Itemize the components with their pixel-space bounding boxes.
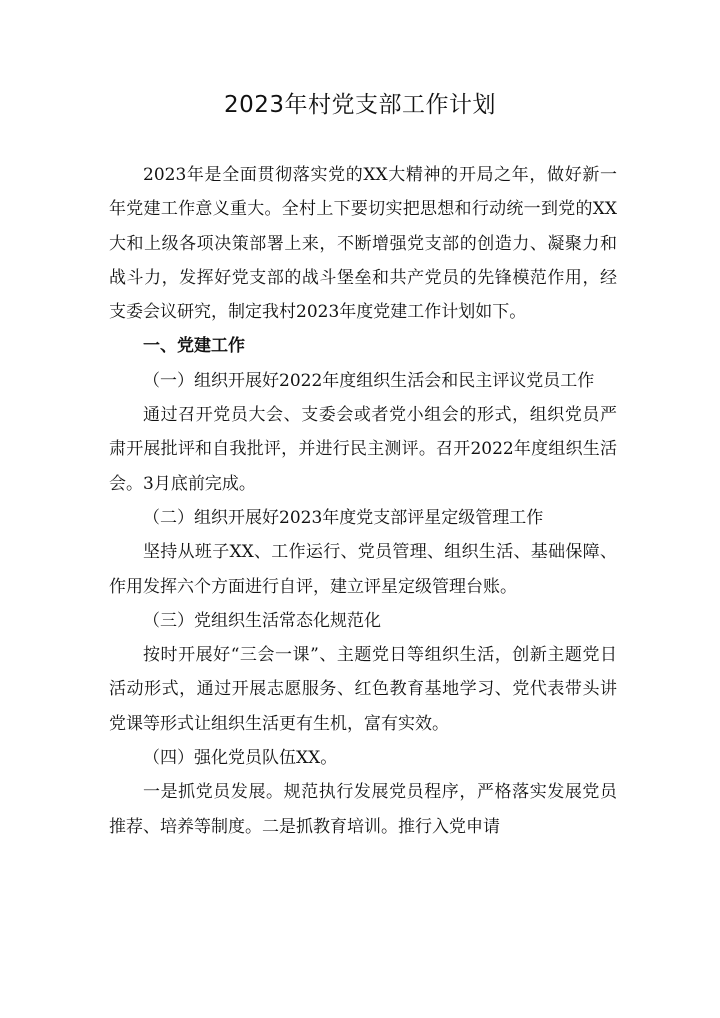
subsection-heading-3: （三）党组织生活常态化规范化	[143, 610, 381, 631]
body-paragraph-1: 通过召开党员大会、支委会或者党小组会的形式，组织党员严肃开展批评和自我批评，并进行民主测评。召开2022年度组织生活会。3月底前完成。	[109, 405, 617, 494]
intro-paragraph: 2023年是全面贯彻落实党的XX大精神的开局之年，做好新一年党建工作意义重大。全村上下要切实把思想和行动统一到党的XX大和上级各项决策部署上来，不断增强党支部的创造力、凝聚力和战斗力，发挥好党支部的战斗堡垒和共产党员的先锋模范作用，经支委会议研究，制定我村2023年度党建工作计划如下。	[109, 165, 617, 323]
subsection-heading-4: （四）强化党员队伍XX。	[143, 748, 338, 769]
document-title: 2023年村党支部工作计划	[223, 92, 497, 118]
body-paragraph-4: 一是抓党员发展。规范执行发展党员程序，严格落实发展党员推荐、培养等制度。二是抓教育培训。推行入党申请	[109, 782, 617, 837]
body-paragraph-2: 坚持从班子XX、工作运行、党员管理、组织生活、基础保障、作用发挥六个方面进行自评，建立评星定级管理台账。	[109, 542, 617, 597]
subsection-heading-2: （二）组织开展好2023年度党支部评星定级管理工作	[143, 507, 544, 528]
subsection-heading-1: （一）组织开展好2022年度组织生活会和民主评议党员工作	[143, 370, 595, 391]
document-body	[109, 158, 617, 844]
body-paragraph-3: 按时开展好“三会一课”、主题党日等组织生活，创新主题党日活动形式，通过开展志愿服务、红色教育基地学习、党代表带头讲党课等形式让组织生活更有生机，富有实效。	[109, 645, 617, 734]
section-heading-party-building: 一、党建工作	[143, 336, 245, 357]
